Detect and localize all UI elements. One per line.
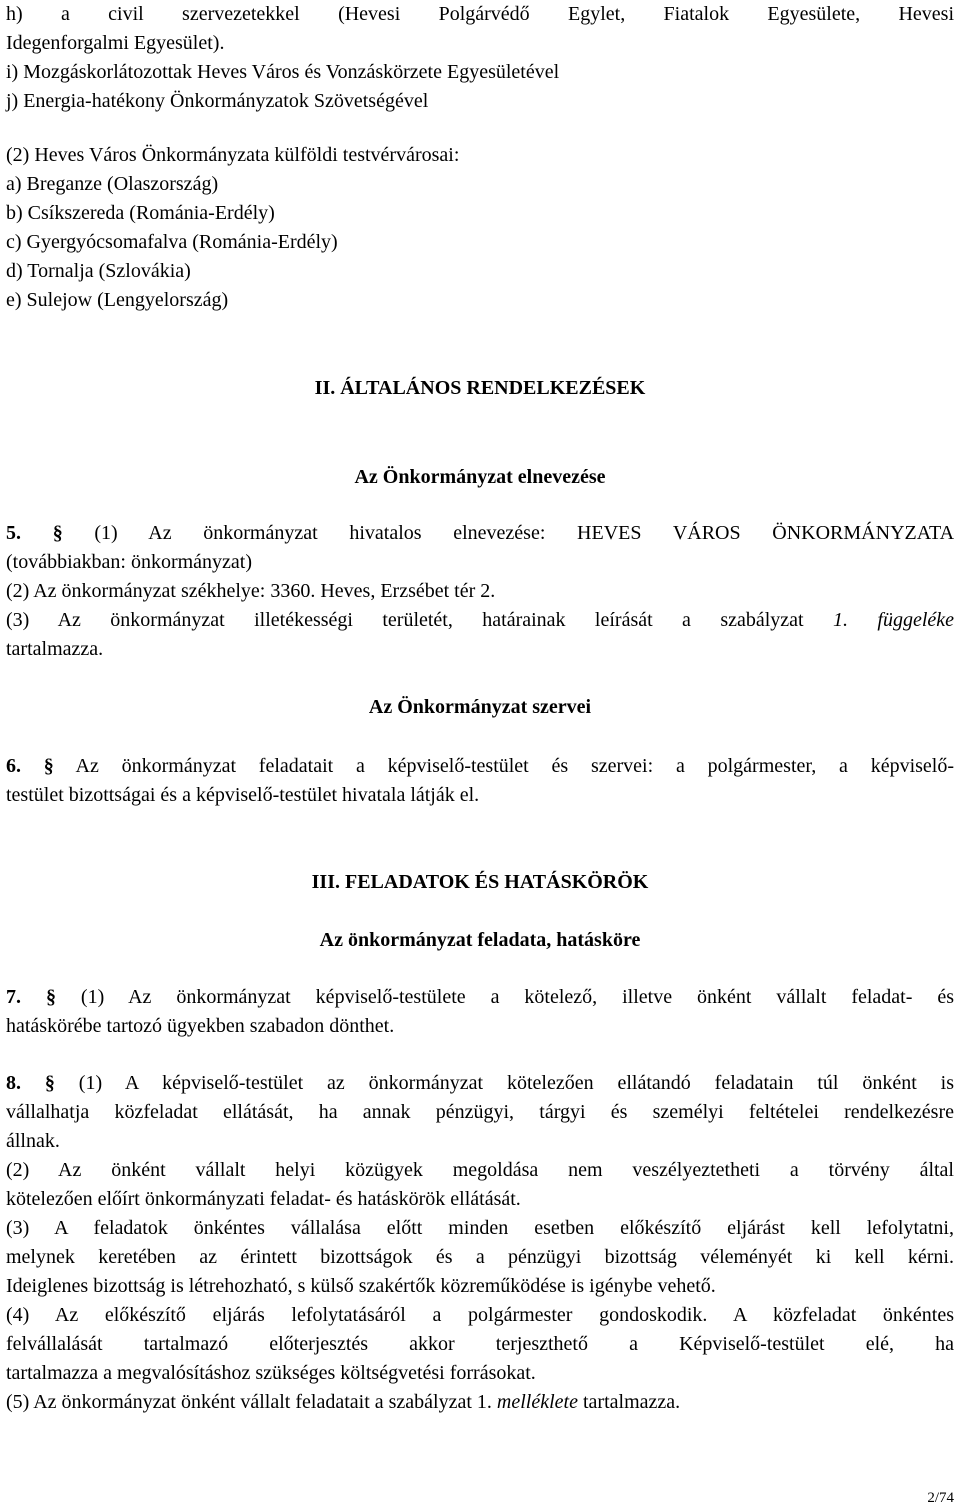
paragraph-text: (3) A feladatok önkéntes vállalása előtt minden esetben előkészítő eljárást kell lefolytatni, [6, 1217, 954, 1239]
section-heading: Az Önkormányzat elnevezése [354, 466, 606, 488]
paragraph-text: (3) Az önkormányzat illetékességi területét, határainak leírását a szabályzat [6, 609, 804, 631]
section-number: 5. [6, 522, 21, 544]
list-item-h-continued: Idegenforgalmi Egyesület). [6, 32, 225, 54]
twin-city-item: e) Sulejow (Lengyelország) [6, 289, 229, 311]
paragraph-text: (1) Az önkormányzat képviselő-testülete a kötelező, illetve önként vállalt feladat- és [80, 986, 955, 1008]
section-sign: § [52, 522, 63, 544]
paragraph-text: (1) Az önkormányzat hivatalos elnevezése: HEVES VÁROS ÖNKORMÁNYZATA [94, 522, 955, 544]
twin-city-item: d) Tornalja (Szlovákia) [6, 260, 191, 282]
paragraph-text: (1) A képviselő-testület az önkormányzat kötelezően ellátandó feladatain túl önként is [78, 1072, 955, 1094]
list-item-h: h) a civil szervezetekkel (Hevesi Polgárvédő Egylet, Fiatalok Egyesülete, Hevesi [6, 3, 954, 25]
paragraph-text: (2) Az önként vállalt helyi közügyek megoldása nem veszélyeztetheti a törvény által [6, 1159, 954, 1181]
paragraph-text: Az önkormányzat feladatait a képviselő-testület és szervei: a polgármester, a képviselő- [75, 755, 955, 777]
section-heading: Az önkormányzat feladata, hatásköre [319, 929, 641, 951]
paragraph-text: tartalmazza. [582, 1391, 681, 1413]
section-number: 6. [6, 755, 21, 777]
appendix-reference: 1. függeléke [833, 609, 955, 631]
list-item-i: i) Mozgáskorlátozottak Heves Város és Vonzáskörzete Egyesületével [6, 61, 560, 83]
annex-reference: melléklete [496, 1391, 578, 1413]
paragraph-8 [6, 1069, 954, 1417]
section-sign: § [44, 1072, 55, 1094]
twin-city-item: b) Csíkszereda (Románia-Erdély) [6, 202, 275, 224]
paragraph-7 [6, 983, 954, 1041]
twin-cities-intro: (2) Heves Város Önkormányzata külföldi testvérvárosai: [6, 144, 460, 166]
section-sign: § [45, 986, 56, 1008]
paragraph-6 [6, 752, 954, 810]
paragraph-text: vállalhatja közfeladat ellátását, ha annak pénzügyi, tárgyi és személyi feltételei rendelkezésre [6, 1101, 954, 1123]
section-sign: § [43, 755, 54, 777]
organizations-list-continued [6, 0, 954, 116]
paragraph-text: állnak. [6, 1130, 60, 1152]
paragraph-text: (4) Az előkészítő eljárás lefolytatásáról a polgármester gondoskodik. A közfeladat önkéntes [6, 1304, 954, 1326]
twin-cities-block [6, 141, 954, 315]
paragraph-text: Ideiglenes bizottság is létrehozható, s külső szakértők közreműködése is igénybe vehető. [6, 1275, 716, 1297]
paragraph-text: (továbbiakban: önkormányzat) [6, 551, 253, 573]
paragraph-text: (2) Az önkormányzat székhelye: 3360. Heves, Erzsébet tér 2. [6, 580, 496, 602]
paragraph-5 [6, 519, 954, 664]
twin-city-item: c) Gyergyócsomafalva (Románia-Erdély) [6, 231, 338, 253]
page-number: 2/74 [927, 1490, 954, 1506]
chapter-title: II. ÁLTALÁNOS RENDELKEZÉSEK [314, 377, 646, 399]
paragraph-text: (5) Az önkormányzat önként vállalt feladatait a szabályzat 1. [6, 1391, 492, 1413]
list-item-j: j) Energia-hatékony Önkormányzatok Szövetségével [6, 90, 429, 112]
paragraph-text: tartalmazza a megvalósításhoz szükséges költségvetési forrásokat. [6, 1362, 536, 1384]
paragraph-text: melynek keretében az érintett bizottságok és a pénzügyi bizottság véleményét ki kell kérni. [6, 1246, 954, 1268]
section-number: 7. [6, 986, 21, 1008]
paragraph-text: kötelezően előírt önkormányzati feladat- és hatáskörök ellátását. [6, 1188, 521, 1210]
section-number: 8. [6, 1072, 21, 1094]
paragraph-text: hatáskörébe tartozó ügyekben szabadon dönthet. [6, 1015, 395, 1037]
paragraph-text: felvállalását tartalmazó előterjesztés akkor terjeszthető a Képviselő-testület elé, ha [6, 1333, 954, 1355]
twin-city-item: a) Breganze (Olaszország) [6, 173, 219, 195]
section-heading: Az Önkormányzat szervei [368, 696, 592, 718]
paragraph-text: tartalmazza. [6, 638, 104, 660]
paragraph-text: testület bizottságai és a képviselő-testület hivatala látják el. [6, 784, 480, 806]
chapter-title: III. FELADATOK ÉS HATÁSKÖRÖK [311, 871, 649, 893]
